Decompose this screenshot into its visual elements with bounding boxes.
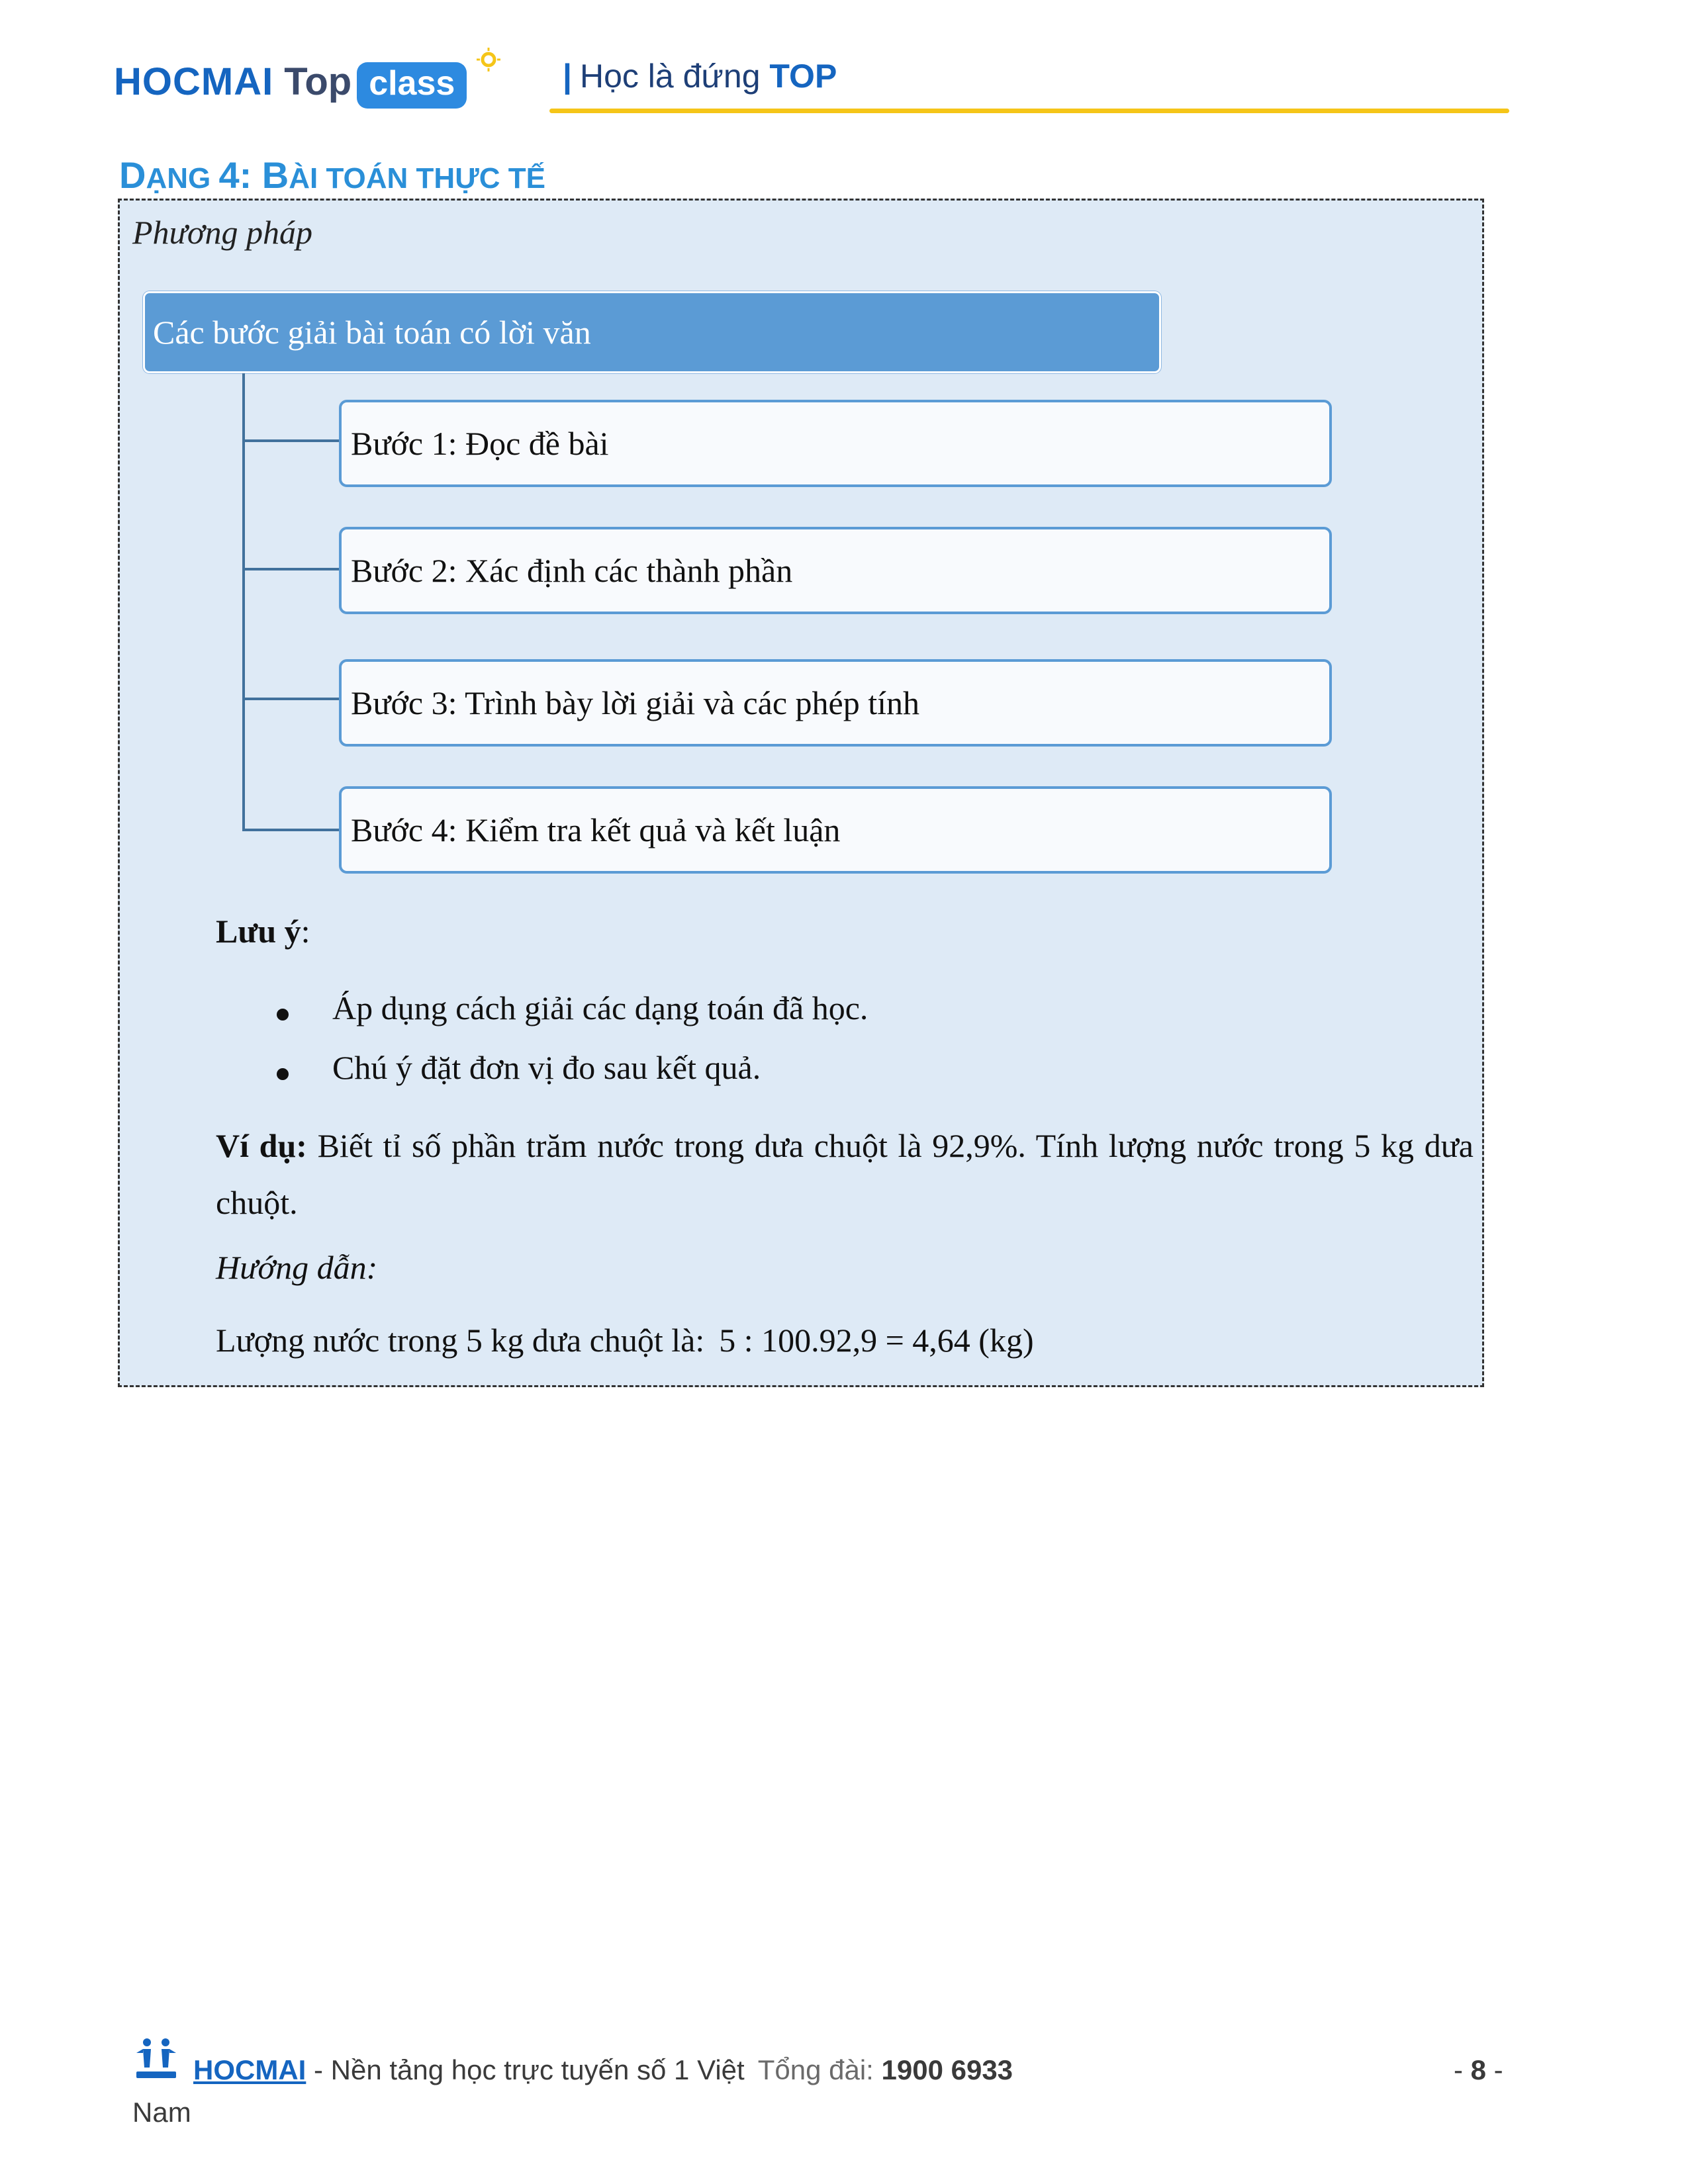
example-paragraph xyxy=(216,1117,1474,1231)
hocmai-topclass-logo xyxy=(114,52,467,111)
answer-math: 5 : 100.92,9 = 4,64 (kg) xyxy=(719,1322,1034,1359)
tagline-top: TOP xyxy=(769,58,837,95)
page-number-value: 8 xyxy=(1470,2054,1487,2085)
logo-hocmai-text: HOCMAI xyxy=(114,60,274,103)
footer-hotline: 1900 6933 xyxy=(881,2054,1013,2085)
header-tagline xyxy=(563,57,837,95)
footer-wrap-text: Nam xyxy=(132,2097,191,2128)
page-suffix: - xyxy=(1486,2054,1503,2085)
list-item-text: Chú ý đặt đơn vị đo sau kết quả. xyxy=(332,1049,761,1086)
footer-text xyxy=(193,2054,1013,2086)
answer-text: Lượng nước trong 5 kg dưa chuột là: xyxy=(216,1322,705,1359)
step-box: Bước 3: Trình bày lời giải và các phép tính xyxy=(339,659,1332,747)
hocmai-logo-icon xyxy=(132,2036,180,2082)
bullet-icon xyxy=(277,1068,289,1080)
bullet-icon xyxy=(277,1009,289,1021)
diagram-connector xyxy=(242,439,340,442)
note-label-text: Lưu ý xyxy=(216,913,301,950)
section-title-part: D xyxy=(119,154,146,196)
step-box: Bước 1: Đọc đề bài xyxy=(339,400,1332,487)
footer-tagline: - Nền tảng học trực tuyến số 1 Việt xyxy=(306,2054,745,2085)
example-label: Ví dụ: xyxy=(216,1127,307,1164)
logo-top-text: Top xyxy=(284,60,352,103)
note-label-colon: : xyxy=(301,913,310,950)
header-divider xyxy=(549,109,1509,113)
tagline-text: Học là đứng xyxy=(580,58,761,95)
sun-icon xyxy=(475,46,502,73)
page-prefix: - xyxy=(1454,2054,1471,2085)
section-title xyxy=(119,154,545,197)
diagram-connector xyxy=(242,829,340,831)
note-label xyxy=(216,912,310,950)
section-title-part: 4: B xyxy=(218,154,289,196)
section-title-part: ÀI TOÁN THỰC TẾ xyxy=(289,162,545,195)
page-number xyxy=(1454,2054,1503,2086)
tagline-separator: | xyxy=(563,58,572,95)
footer-hotline-label: Tổng đài: xyxy=(757,2054,882,2085)
section-title-part: ẠNG xyxy=(146,162,219,195)
guide-label: Hướng dẫn: xyxy=(216,1249,378,1286)
step-box: Bước 2: Xác định các thành phần xyxy=(339,527,1332,614)
step-box: Bước 4: Kiểm tra kết quả và kết luận xyxy=(339,786,1332,874)
list-item-text: Áp dụng cách giải các dạng toán đã học. xyxy=(332,989,868,1026)
diagram-connector xyxy=(242,698,340,700)
footer-brand-link[interactable]: HOCMAI xyxy=(193,2054,306,2085)
diagram-connector xyxy=(242,568,340,570)
diagram-title: Các bước giải bài toán có lời văn xyxy=(143,291,1161,373)
answer-line xyxy=(216,1321,1034,1359)
method-label: Phương pháp xyxy=(132,214,312,251)
logo-class-badge: class xyxy=(357,62,467,109)
example-text: Biết tỉ số phần trăm nước trong dưa chuột là 92,9%. Tính lượng nước trong 5 kg dưa chuột. xyxy=(216,1127,1474,1221)
